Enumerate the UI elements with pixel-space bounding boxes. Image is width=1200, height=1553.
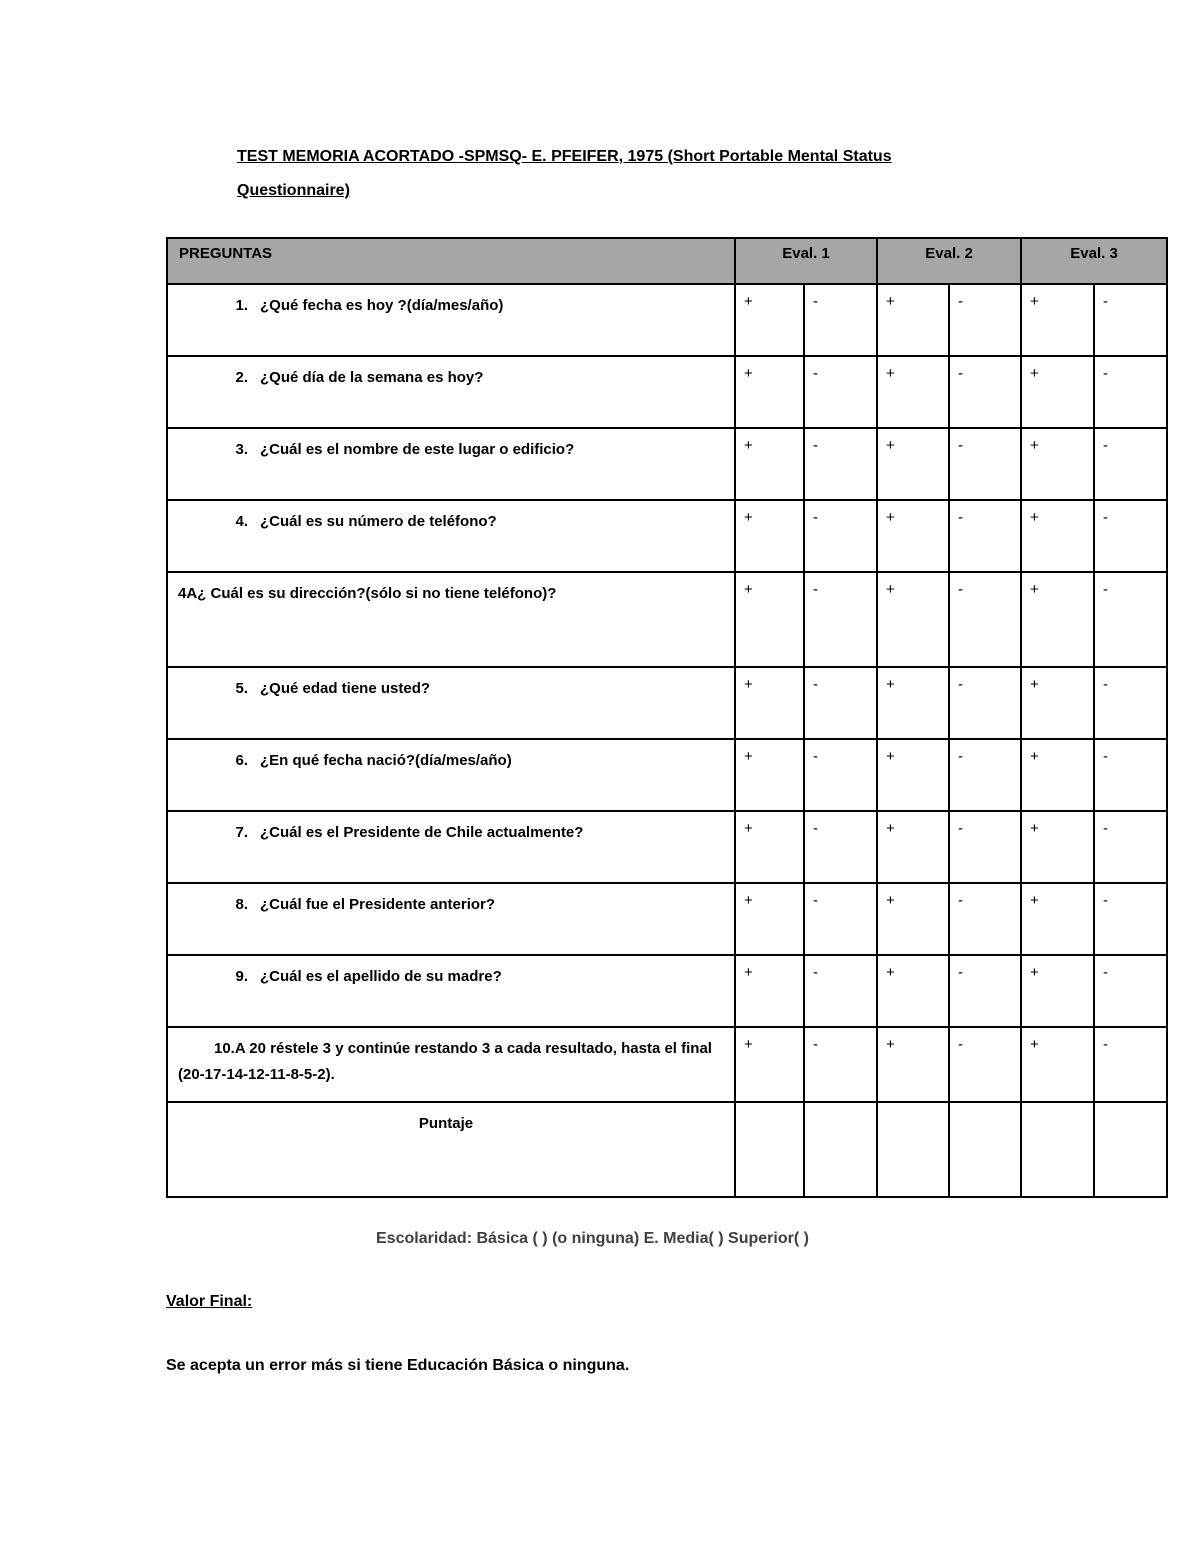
question-cell <box>167 811 735 883</box>
question-text: ¿Cuál es el nombre de este lugar o edificio? <box>260 441 575 458</box>
header-eval-1: Eval. 1 <box>735 238 877 284</box>
table-row <box>167 739 1167 811</box>
eval-1-minus[interactable]: - <box>804 955 877 1027</box>
question-text: 4A¿ Cuál es su dirección?(sólo si no tiene teléfono)? <box>178 585 557 602</box>
eval-1-plus[interactable]: + <box>735 739 804 811</box>
eval-3-plus[interactable]: + <box>1021 572 1094 667</box>
question-number: 8. <box>235 896 248 913</box>
table-row <box>167 572 1167 667</box>
title-line-1: TEST MEMORIA ACORTADO -SPMSQ- E. PFEIFER, 1975 (Short Portable Mental Status <box>237 148 892 165</box>
eval-1-minus[interactable]: - <box>804 883 877 955</box>
eval-1-minus[interactable]: - <box>804 356 877 428</box>
eval-2-minus[interactable]: - <box>949 811 1021 883</box>
table-row <box>167 428 1167 500</box>
eval-2-minus[interactable]: - <box>949 739 1021 811</box>
eval-2-minus[interactable]: - <box>949 955 1021 1027</box>
note-text: Se acepta un error más si tiene Educación Básica o ninguna. <box>166 1357 630 1374</box>
eval-3-minus[interactable]: - <box>1094 667 1167 739</box>
question-number: 6. <box>235 752 248 769</box>
eval-3-minus[interactable]: - <box>1094 572 1167 667</box>
header-preguntas: PREGUNTAS <box>167 238 735 284</box>
eval-2-plus[interactable]: + <box>877 811 949 883</box>
question-text: ¿Qué fecha es hoy ?(día/mes/año) <box>260 297 504 314</box>
eval-2-minus[interactable]: - <box>949 428 1021 500</box>
eval-2-minus[interactable]: - <box>949 356 1021 428</box>
eval-1-minus[interactable]: - <box>804 500 877 572</box>
eval-2-plus[interactable]: + <box>877 356 949 428</box>
question-text: ¿Qué edad tiene usted? <box>260 680 431 697</box>
eval-2-plus[interactable]: + <box>877 883 949 955</box>
eval-2-minus[interactable]: - <box>949 500 1021 572</box>
table-row <box>167 1027 1167 1102</box>
eval-3-plus[interactable]: + <box>1021 811 1094 883</box>
eval-3-minus[interactable]: - <box>1094 883 1167 955</box>
eval-3-minus[interactable]: - <box>1094 356 1167 428</box>
eval-3-minus[interactable]: - <box>1094 739 1167 811</box>
question-cell <box>167 428 735 500</box>
eval-3-plus[interactable]: + <box>1021 667 1094 739</box>
question-cell <box>167 955 735 1027</box>
eval-1-plus[interactable]: + <box>735 1027 804 1102</box>
score-eval-1-plus[interactable] <box>735 1102 804 1197</box>
eval-3-minus[interactable]: - <box>1094 1027 1167 1102</box>
eval-1-plus[interactable]: + <box>735 811 804 883</box>
table-row <box>167 284 1167 356</box>
questions-table <box>166 237 1168 1198</box>
eval-1-minus[interactable]: - <box>804 572 877 667</box>
question-text: 10.A 20 réstele 3 y continúe restando 3 a cada resultado, hasta el final (20-17-14-12-11-8-5-2). <box>178 1040 712 1083</box>
eval-1-minus[interactable]: - <box>804 811 877 883</box>
eval-1-minus[interactable]: - <box>804 428 877 500</box>
eval-2-minus[interactable]: - <box>949 1027 1021 1102</box>
score-eval-3-minus[interactable] <box>1094 1102 1167 1197</box>
question-cell <box>167 667 735 739</box>
eval-3-minus[interactable]: - <box>1094 811 1167 883</box>
score-eval-2-plus[interactable] <box>877 1102 949 1197</box>
question-cell <box>167 356 735 428</box>
eval-1-minus[interactable]: - <box>804 667 877 739</box>
question-text: ¿Qué día de la semana es hoy? <box>260 369 484 386</box>
question-number: 1. <box>235 297 248 314</box>
eval-2-plus[interactable]: + <box>877 739 949 811</box>
question-text: ¿Cuál fue el Presidente anterior? <box>260 896 496 913</box>
eval-1-plus[interactable]: + <box>735 883 804 955</box>
question-number: 7. <box>235 824 248 841</box>
eval-3-plus[interactable]: + <box>1021 1027 1094 1102</box>
header-eval-2: Eval. 2 <box>877 238 1021 284</box>
eval-2-minus[interactable]: - <box>949 883 1021 955</box>
title-line-2: Questionnaire) <box>237 182 350 199</box>
question-number: 5. <box>235 680 248 697</box>
question-number: 2. <box>235 369 248 386</box>
score-label-cell <box>167 1102 735 1197</box>
eval-3-plus[interactable]: + <box>1021 428 1094 500</box>
question-cell <box>167 500 735 572</box>
eval-2-minus[interactable]: - <box>949 284 1021 356</box>
eval-1-plus[interactable]: + <box>735 572 804 667</box>
question-cell <box>167 883 735 955</box>
table-row <box>167 667 1167 739</box>
table-row <box>167 883 1167 955</box>
eval-2-minus[interactable]: - <box>949 572 1021 667</box>
eval-2-plus[interactable]: + <box>877 428 949 500</box>
table-row <box>167 356 1167 428</box>
score-eval-2-minus[interactable] <box>949 1102 1021 1197</box>
valor-final-label: Valor Final: <box>166 1293 253 1310</box>
score-label: Puntaje <box>418 1115 474 1132</box>
eval-3-plus[interactable]: + <box>1021 739 1094 811</box>
question-number: 3. <box>235 441 248 458</box>
eval-1-plus[interactable]: + <box>735 284 804 356</box>
eval-1-minus[interactable]: - <box>804 284 877 356</box>
question-number: 9. <box>235 968 248 985</box>
eval-2-minus[interactable]: - <box>949 667 1021 739</box>
question-cell <box>167 1027 735 1102</box>
eval-3-plus[interactable]: + <box>1021 500 1094 572</box>
eval-1-plus[interactable]: + <box>735 356 804 428</box>
eval-1-minus[interactable]: - <box>804 1027 877 1102</box>
document-title <box>237 140 957 208</box>
score-eval-3-plus[interactable] <box>1021 1102 1094 1197</box>
question-number: 4. <box>235 513 248 530</box>
eval-1-plus[interactable]: + <box>735 428 804 500</box>
header-eval-3: Eval. 3 <box>1021 238 1167 284</box>
question-text: ¿Cuál es su número de teléfono? <box>260 513 497 530</box>
table-row <box>167 500 1167 572</box>
eval-1-plus[interactable]: + <box>735 955 804 1027</box>
eval-2-plus[interactable]: + <box>877 667 949 739</box>
question-cell <box>167 739 735 811</box>
question-cell <box>167 284 735 356</box>
eval-3-minus[interactable]: - <box>1094 955 1167 1027</box>
escolaridad-line: Escolaridad: Básica ( ) (o ninguna) E. Media( ) Superior( ) <box>376 1230 809 1247</box>
score-eval-1-minus[interactable] <box>804 1102 877 1197</box>
eval-3-minus[interactable]: - <box>1094 500 1167 572</box>
question-cell <box>167 572 735 667</box>
eval-2-plus[interactable]: + <box>877 1027 949 1102</box>
question-text: ¿Cuál es el Presidente de Chile actualmente? <box>260 824 584 841</box>
score-row <box>167 1102 1167 1197</box>
table-row <box>167 955 1167 1027</box>
eval-1-plus[interactable]: + <box>735 667 804 739</box>
eval-3-plus[interactable]: + <box>1021 356 1094 428</box>
header-row <box>167 238 1167 284</box>
table-row <box>167 811 1167 883</box>
eval-3-minus[interactable]: - <box>1094 284 1167 356</box>
eval-3-plus[interactable]: + <box>1021 955 1094 1027</box>
eval-3-plus[interactable]: + <box>1021 284 1094 356</box>
eval-2-plus[interactable]: + <box>877 284 949 356</box>
eval-2-plus[interactable]: + <box>877 572 949 667</box>
question-text: ¿En qué fecha nació?(día/mes/año) <box>260 752 512 769</box>
eval-2-plus[interactable]: + <box>877 500 949 572</box>
eval-2-plus[interactable]: + <box>877 955 949 1027</box>
eval-3-plus[interactable]: + <box>1021 883 1094 955</box>
eval-1-plus[interactable]: + <box>735 500 804 572</box>
eval-3-minus[interactable]: - <box>1094 428 1167 500</box>
eval-1-minus[interactable]: - <box>804 739 877 811</box>
question-text: ¿Cuál es el apellido de su madre? <box>260 968 502 985</box>
